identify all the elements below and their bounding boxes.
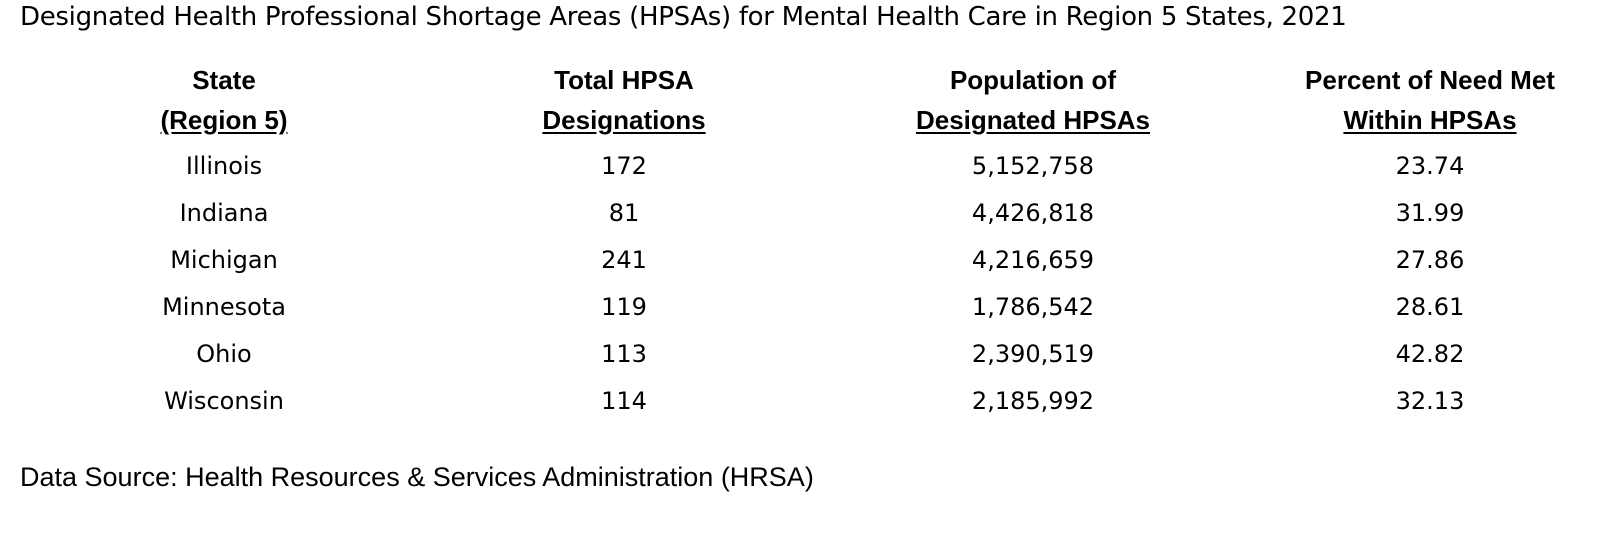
table-cell-population: 2,185,992 xyxy=(971,387,1095,415)
table-row xyxy=(0,287,1600,334)
column-header-line2: Within HPSAs xyxy=(1343,105,1517,135)
table-cell-designations: 119 xyxy=(601,293,647,321)
table-row xyxy=(0,381,1600,428)
table-cell-designations: 172 xyxy=(601,152,647,180)
column-header-percent-need-met xyxy=(1270,60,1590,140)
table-cell-percent: 32.13 xyxy=(1395,387,1465,415)
table-cell-state: Minnesota xyxy=(162,293,286,321)
column-header-line1: State xyxy=(192,65,256,95)
column-header-line2: Designations xyxy=(542,105,706,135)
column-header-population xyxy=(868,60,1198,140)
table-cell-state: Illinois xyxy=(185,152,263,180)
column-header-line2: (Region 5) xyxy=(160,105,288,135)
table-cell-designations: 241 xyxy=(601,246,647,274)
table-row xyxy=(0,334,1600,381)
table-cell-percent: 23.74 xyxy=(1395,152,1465,180)
column-header-state xyxy=(104,60,344,140)
table-cell-percent: 28.61 xyxy=(1395,293,1465,321)
table-cell-state: Indiana xyxy=(179,199,269,227)
table-cell-designations: 113 xyxy=(601,340,647,368)
table-row xyxy=(0,146,1600,193)
table-row xyxy=(0,193,1600,240)
table-cell-state: Wisconsin xyxy=(164,387,284,415)
column-header-line1: Total HPSA xyxy=(554,65,694,95)
table-row xyxy=(0,240,1600,287)
column-header-line1: Percent of Need Met xyxy=(1305,65,1555,95)
table-cell-designations: 114 xyxy=(601,387,647,415)
table-title: Designated Health Professional Shortage Areas (HPSAs) for Mental Health Care in Region 5 States, 2021 xyxy=(20,2,1347,32)
column-header-total-hpsa xyxy=(474,60,774,140)
table-body xyxy=(0,146,1600,428)
table-cell-population: 5,152,758 xyxy=(971,152,1095,180)
table-cell-percent: 31.99 xyxy=(1395,199,1465,227)
table-cell-population: 1,786,542 xyxy=(971,293,1095,321)
table-cell-percent: 42.82 xyxy=(1395,340,1465,368)
column-header-line2: Designated HPSAs xyxy=(915,105,1151,135)
table-cell-population: 4,426,818 xyxy=(971,199,1095,227)
column-header-line1: Population of xyxy=(949,65,1117,95)
table-cell-population: 2,390,519 xyxy=(971,340,1095,368)
data-source-note: Data Source: Health Resources & Services Administration (HRSA) xyxy=(20,462,814,492)
table-cell-population: 4,216,659 xyxy=(971,246,1095,274)
table-cell-state: Ohio xyxy=(196,340,252,368)
table-cell-percent: 27.86 xyxy=(1395,246,1465,274)
table-cell-state: Michigan xyxy=(170,246,278,274)
table-cell-designations: 81 xyxy=(608,199,640,227)
